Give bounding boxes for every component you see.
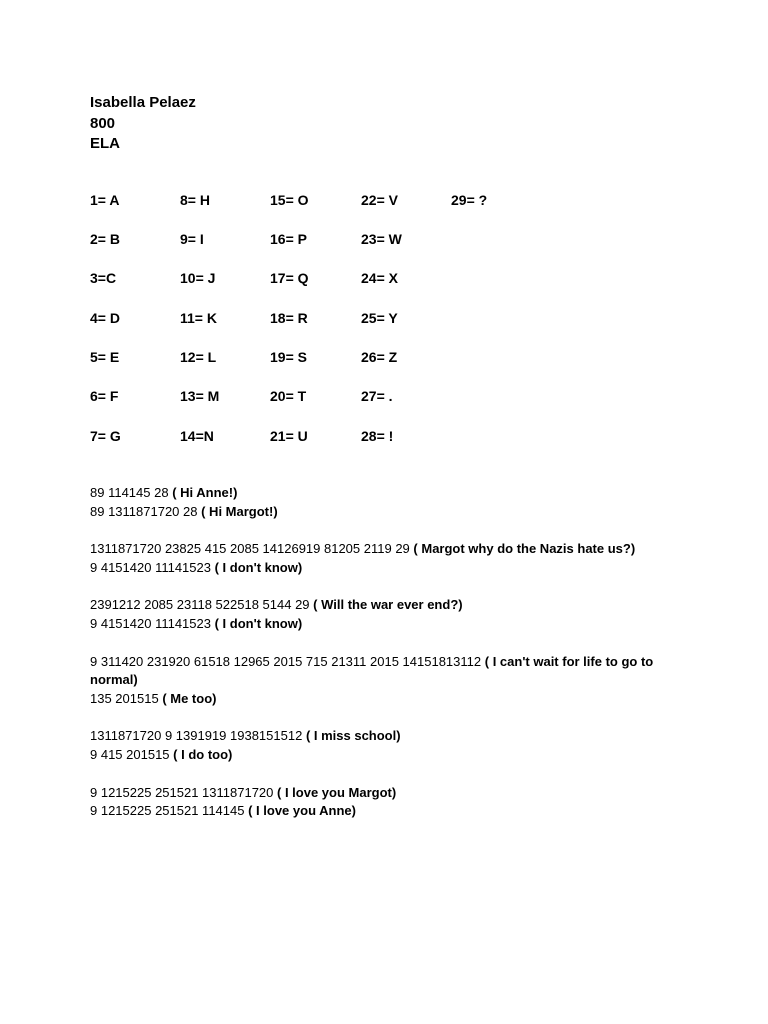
- translation: ( I don't know): [214, 615, 303, 631]
- cipher-key-entry: 26= Z: [361, 349, 398, 365]
- cipher-key-entry: 12= L: [180, 349, 217, 365]
- dialogue-line: [90, 746, 690, 765]
- cipher-key-entry: 17= Q: [270, 270, 309, 286]
- cipher-key-entry: 25= Y: [361, 310, 398, 326]
- cipher-key-entry: 3=C: [90, 270, 117, 286]
- translation: ( Hi Anne!): [172, 485, 238, 500]
- cipher-key-entry: 4= D: [90, 310, 120, 326]
- cipher-code: 89 114145 28: [90, 485, 169, 500]
- cipher-code: 9 1215225 251521 1311871720: [90, 784, 274, 800]
- dialogue-line: [90, 727, 690, 746]
- cipher-code: 9 4151420 11141523: [90, 615, 211, 631]
- dialogue-line: [90, 503, 690, 522]
- cipher-key-entry: 6= F: [90, 388, 119, 404]
- translation: ( I love you Margot): [277, 784, 397, 800]
- cipher-code: 1311871720 9 1391919 1938151512: [90, 728, 303, 744]
- student-number: 800: [90, 114, 116, 132]
- cipher-key-entry: 29= ?: [451, 192, 488, 208]
- cipher-key-entry: 23= W: [361, 231, 402, 247]
- translation: ( I don't know): [214, 559, 303, 575]
- cipher-key-entry: 11= K: [180, 310, 217, 326]
- cipher-key-entry: 21= U: [270, 428, 308, 444]
- cipher-key-entry: 28= !: [361, 428, 394, 444]
- translation: ( Margot why do the Nazis hate us?): [413, 541, 636, 557]
- cipher-key-entry: 20= T: [270, 388, 307, 404]
- cipher-key-entry: 16= P: [270, 231, 307, 247]
- dialogue-line: [90, 802, 690, 821]
- translation: ( Hi Margot!): [201, 503, 278, 519]
- cipher-key-entry: 5= E: [90, 349, 120, 365]
- cipher-code: 9 311420 231920 61518 12965 2015 715 21311 2015 14151813112: [90, 653, 482, 669]
- dialogue-line: [90, 690, 690, 709]
- cipher-key-entry: 7= G: [90, 428, 121, 444]
- cipher-key-table: [90, 190, 530, 450]
- cipher-key-entry: 8= H: [180, 192, 210, 208]
- translation: ( Me too): [162, 690, 217, 706]
- cipher-code: 9 4151420 11141523: [90, 559, 211, 575]
- translation: ( I miss school): [305, 728, 401, 744]
- student-name: Isabella Pelaez: [90, 94, 196, 111]
- dialogue-block: [90, 484, 690, 821]
- dialogue-line: [90, 596, 690, 615]
- cipher-code: 2391212 2085 23118 522518 5144 29: [90, 597, 310, 613]
- dialogue-line: [90, 484, 690, 503]
- cipher-key-entry: 15= O: [270, 192, 309, 208]
- cipher-code: 135 201515: [90, 690, 159, 706]
- cipher-key-entry: 19= S: [270, 349, 307, 365]
- cipher-key-entry: 27= .: [361, 388, 393, 404]
- cipher-key-entry: 9= I: [180, 231, 204, 247]
- cipher-key-entry: 2= B: [90, 231, 120, 247]
- cipher-key-entry: 13= M: [180, 388, 220, 404]
- translation: ( I love you Anne): [248, 803, 356, 819]
- dialogue-line: [90, 615, 690, 634]
- dialogue-line: [90, 653, 680, 690]
- translation: ( I do too): [173, 746, 233, 762]
- cipher-code: 9 1215225 251521 114145: [90, 803, 245, 819]
- cipher-key-entry: 18= R: [270, 310, 308, 326]
- cipher-code: 1311871720 23825 415 2085 14126919 81205 2119 29: [90, 541, 410, 557]
- dialogue-line: [90, 540, 690, 559]
- cipher-key-entry: 24= X: [361, 270, 398, 286]
- cipher-key-entry: 22= V: [361, 192, 398, 208]
- translation: ( Will the war ever end?): [313, 597, 463, 613]
- dialogue-line: [90, 559, 690, 578]
- header-block: [90, 93, 196, 155]
- cipher-key-entry: 1= A: [90, 192, 120, 208]
- cipher-code: 9 415 201515: [90, 746, 170, 762]
- subject-label: ELA: [90, 135, 120, 152]
- cipher-code: 89 1311871720 28: [90, 503, 198, 519]
- translation: ( I can't wait for life to go to normal): [90, 653, 654, 688]
- cipher-key-entry: 10= J: [180, 270, 216, 286]
- cipher-key-entry: 14=N: [180, 428, 214, 444]
- dialogue-line: [90, 784, 690, 803]
